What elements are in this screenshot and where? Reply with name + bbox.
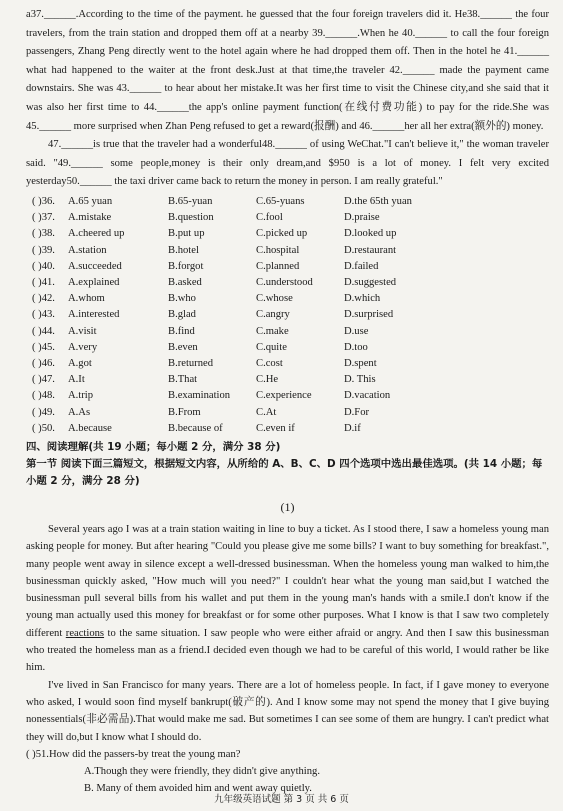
option-a: A.got — [68, 357, 92, 369]
question-number: ( )38. — [32, 228, 55, 240]
question-number: ( )41. — [32, 276, 55, 288]
option-b: B.asked — [168, 276, 202, 288]
question-number: ( )43. — [32, 309, 55, 321]
option-c: C.cost — [256, 357, 283, 369]
option-b: B.hotel — [168, 244, 199, 256]
option-d: D.spent — [344, 357, 377, 369]
cloze-paragraph-1: a37.______.According to the time of the payment. he guessed that the four foreign travelers did it. He38.______ the four travelers, from the train station and dropped them off at a nearby 39.______.When he 40.______ to call the four foreign passengers, Zhang Peng directly went to the hotel again where he had dropped them off. Then in the hotel he 41.______ what had happened to the waiter at the front desk.Just at that time,the traveler 42.______ made the payment came downstairs. She was 43.______ to hear about her mistake.It was her first time to visit the Chinese city,and she said that it was also her first time to 44.______the app's online payment function(在线付费功能) to pay for the ride.She was 45.______ more surprised when Zhan Peng refused to get a reward(报酬) and 46.______her all her extra(额外的) money. — [26, 9, 549, 132]
option-b: B.From — [168, 406, 201, 418]
option-d: D.too — [344, 341, 368, 353]
option-d: D.praise — [344, 212, 380, 224]
question-number: ( )40. — [32, 260, 55, 272]
question-51-option-b: B. Many of them avoided him and went away quietly. — [84, 782, 312, 794]
passage-paragraph-1: Several years ago I was at a train station waiting in line to buy a ticket. As I stood there, I saw a homeless young man asking people for money. But after hearing "Could you please give me some bills? I want to buy something for breakfast.", many people went away in silence except a well-dressed businessman. When the homeless young man walked to him,the businessman quickly asked, "How much will you need?" I couldn't hear what the young man said,but I watched the businessman pull several bills from his wallet and put them in the young man's hands with a smile.I don't know if the young man actually used this money for breakfast or for some other purposes. What I know is that I saw two completely different reactions to the same situation. I saw people who were either afraid or angry. And then I saw this businessman who treated the homeless man as a friend.I decided even though we had to be careful of this world, I would rather be like him. — [26, 523, 549, 674]
option-d: D.which — [344, 293, 381, 305]
option-d: D.use — [344, 325, 369, 337]
option-c: C.quite — [256, 341, 287, 353]
option-row — [26, 291, 549, 307]
option-a: A.whom — [68, 293, 105, 305]
option-d: D.For — [344, 406, 370, 418]
underlined-word: reactions — [65, 627, 105, 639]
option-row — [26, 340, 549, 356]
question-number: ( )42. — [32, 293, 55, 305]
option-a: A.very — [68, 341, 98, 353]
option-c: C.understood — [256, 276, 313, 288]
option-d: D.surprised — [344, 309, 394, 321]
option-row — [26, 307, 549, 323]
option-a: A.station — [68, 244, 107, 256]
option-c: C.fool — [256, 212, 283, 224]
passage-number: (1) — [280, 499, 295, 514]
option-row — [26, 259, 549, 275]
option-d: D.vacation — [344, 390, 391, 402]
option-a: A.explained — [68, 276, 120, 288]
question-number: ( )36. — [32, 195, 55, 207]
option-b: B.find — [168, 325, 195, 337]
option-c: C.angry — [256, 309, 290, 321]
option-d: D.the 65th yuan — [344, 195, 412, 207]
option-c: C.planned — [256, 260, 300, 272]
option-c: C.hospital — [256, 244, 300, 256]
option-c: C.make — [256, 325, 289, 337]
option-a: A.65 yuan — [68, 195, 113, 207]
option-row — [26, 275, 549, 291]
option-d: D.if — [344, 422, 361, 434]
cloze-paragraph-2: 47.______is true that the traveler had a wonderful48.______ of using WeChat."I can't believe it," the woman traveler said. "49.______ some people,money is their only dream,and $950 is a lot of money. I felt very excited yesterday50.______ the taxi driver came back to return the money in person. I am really grateful." — [26, 139, 549, 188]
option-b: B.examination — [168, 390, 231, 402]
option-a: A.cheered up — [68, 228, 125, 240]
option-b: B.who — [168, 293, 196, 305]
option-row — [26, 356, 549, 372]
option-d: D.restaurant — [344, 244, 397, 256]
option-a: A.interested — [68, 309, 120, 321]
question-51: ( )51.How did the passers-by treat the young man? — [26, 748, 241, 760]
option-d: D.failed — [344, 260, 379, 272]
option-row — [26, 210, 549, 226]
option-b: B.returned — [168, 357, 214, 369]
question-number: ( )45. — [32, 341, 55, 353]
option-a: A.succeeded — [68, 260, 122, 272]
option-row — [26, 405, 549, 421]
option-b: B.65-yuan — [168, 195, 213, 207]
option-a: A.visit — [68, 325, 97, 337]
question-51-option-a: A.Though they were friendly, they didn't give anything. — [84, 765, 320, 777]
question-number: ( )39. — [32, 244, 55, 256]
option-c: C.At — [256, 406, 277, 418]
option-row — [26, 421, 549, 437]
passage-paragraph-2: I've lived in San Francisco for many years. There are a lot of homeless people. In fact, if I gave money to everyone who asked, I would soon find myself bankrupt(破产的). And I know some may not spend the money that I give buying nonessentials(非必需品).That would make me sad. But sometimes I can see some of them are hungry. I can't predict what they will do,but I know what I should do. — [26, 679, 549, 743]
option-b: B.even — [168, 341, 198, 353]
option-d: D. This — [344, 374, 376, 386]
option-c: C.experience — [256, 390, 312, 402]
option-a: A.mistake — [68, 212, 112, 224]
option-row — [26, 324, 549, 340]
option-b: B.That — [168, 374, 198, 386]
section-4-title: 四、阅读理解(共 19 小题；每小题 2 分，满分 38 分) — [26, 440, 281, 453]
option-c: C.He — [256, 374, 279, 386]
cloze-options — [26, 194, 549, 437]
option-c: C.even if — [256, 422, 295, 434]
option-c: C.whose — [256, 293, 293, 305]
option-b: B.forgot — [168, 260, 204, 272]
question-number: ( )49. — [32, 406, 55, 418]
question-number: ( )44. — [32, 325, 55, 337]
option-a: A.because — [68, 422, 112, 434]
option-row — [26, 388, 549, 404]
option-b: B.glad — [168, 309, 196, 321]
option-row — [26, 243, 549, 259]
option-c: C.65-yuans — [256, 195, 305, 207]
option-c: C.picked up — [256, 228, 308, 240]
part-1-instructions: 第一节 阅读下面三篇短文，根据短文内容，从所给的 A、B、C、D 四个选项中选出最佳选项。(共 14 小题；每小题 2 分，满分 28 分) — [26, 457, 543, 487]
page-footer: 九年级英语试题 第 3 页 共 6 页 — [214, 794, 349, 805]
option-row — [26, 194, 549, 210]
question-number: ( )48. — [32, 390, 55, 402]
option-row — [26, 226, 549, 242]
option-a: A.As — [68, 406, 91, 418]
question-number: ( )37. — [32, 212, 55, 224]
option-b: B.question — [168, 212, 214, 224]
option-b: B.put up — [168, 228, 205, 240]
question-number: ( )46. — [32, 357, 55, 369]
option-d: D.looked up — [344, 228, 397, 240]
question-number: ( )50. — [32, 422, 55, 434]
option-a: A.It — [68, 374, 85, 386]
option-row — [26, 372, 549, 388]
option-b: B.because of — [168, 422, 223, 434]
question-number: ( )47. — [32, 374, 55, 386]
option-d: D.suggested — [344, 276, 397, 288]
option-a: A.trip — [68, 390, 94, 402]
